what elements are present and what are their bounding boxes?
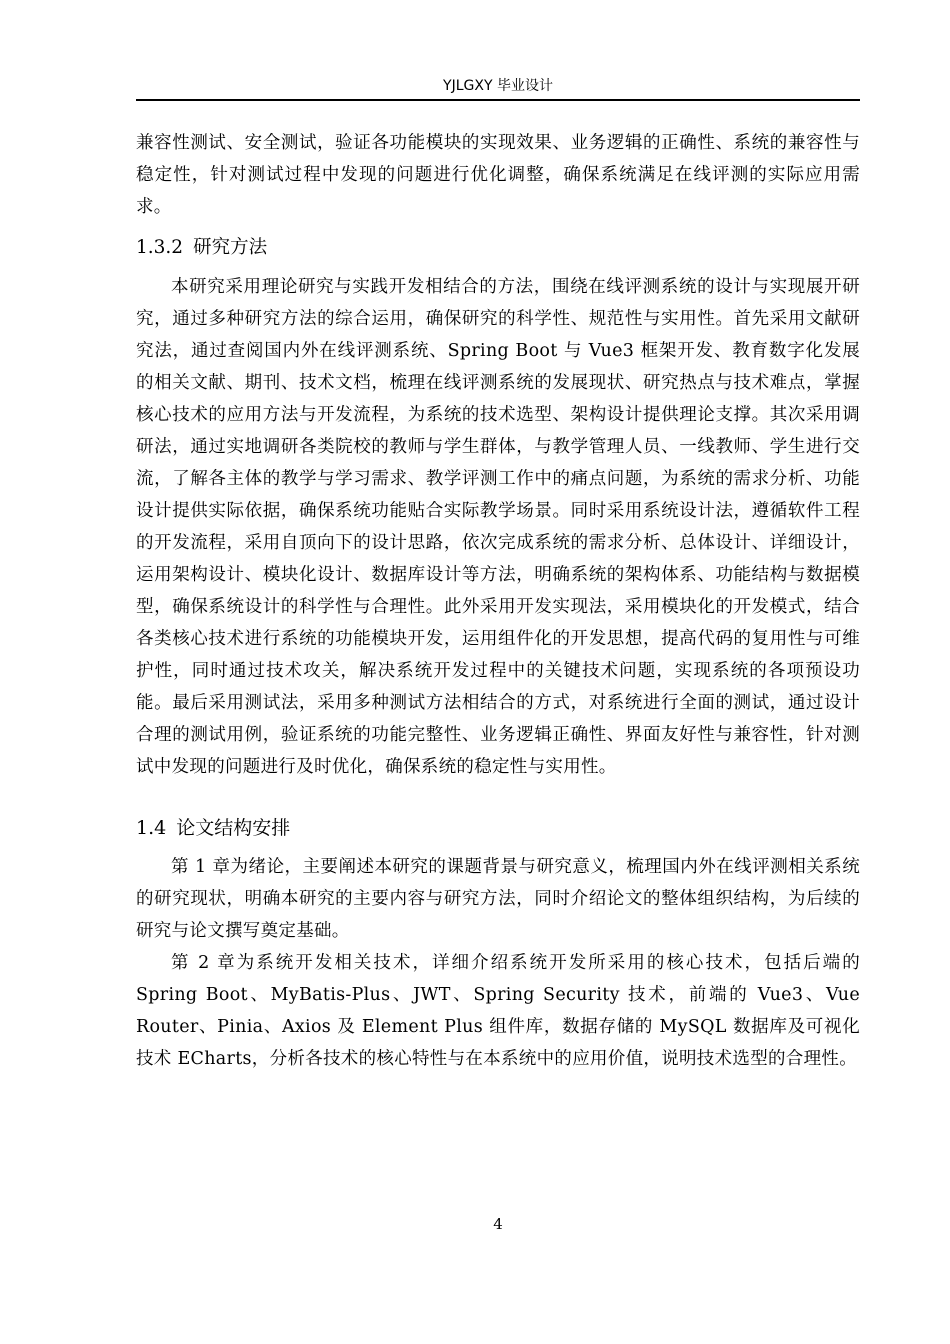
research-methods-paragraph: 本研究采用理论研究与实践开发相结合的方法，围绕在线评测系统的设计与实现展开研究，通过多种研究方法的综合运用，确保研究的科学性、规范性与实用性。首先采用文献研究法，通过查阅国内外在线评测系统、Spring Boot 与 Vue3 框架开发、教育数字化发展的相关文献、期刊、技术文档，梳理在线评测系统的发展现状、研究热点与技术难点，掌握核心技术的应用方法与开发流程，为系统的技术选型、架构设计提供理论支撑。其次采用调研法，通过实地调研各类院校的教师与学生群体，与教学管理人员、一线教师、学生进行交流，了解各主体的教学与学习需求、教学评测工作中的痛点问题，为系统的需求分析、功能设计提供实际依据，确保系统功能贴合实际教学场景。同时采用系统设计法，遵循软件工程的开发流程，采用自顶向下的设计思路，依次完成系统的需求分析、总体设计、详细设计，运用架构设计、模块化设计、数据库设计等方法，明确系统的架构体系、功能结构与数据模型，确保系统设计的科学性与合理性。此外采用开发实现法，采用模块化的开发模式，结合各类核心技术进行系统的功能模块开发，运用组件化的开发思想，提高代码的复用性与可维护性，同时通过技术攻关，解决系统开发过程中的关键技术问题，实现系统的各项预设功能。最后采用测试法，采用多种测试方法相结合的方式，对系统进行全面的测试，通过设计合理的测试用例，验证系统的功能完整性、业务逻辑正确性、界面友好性与兼容性，针对测试中发现的问题进行及时优化，确保系统的稳定性与实用性。 xyxy=(136,277,860,777)
continuation-paragraph: 兼容性测试、安全测试，验证各功能模块的实现效果、业务逻辑的正确性、系统的兼容性与稳定性，针对测试过程中发现的问题进行优化调整，确保系统满足在线评测的实际应用需求。 xyxy=(136,133,860,217)
section-title: 论文结构安排 xyxy=(176,817,291,839)
section-title: 研究方法 xyxy=(193,237,268,258)
section-number: 1.4 xyxy=(136,817,167,839)
section-heading-1-3-2 xyxy=(136,233,860,263)
chapter-2-paragraph: 第 2 章为系统开发相关技术，详细介绍系统开发所采用的核心技术，包括后端的 Spring Boot、MyBatis-Plus、JWT、Spring Security 技术，前端的 Vue3、Vue Router、Pinia、Axios 及 Element Plus 组件库，数据存储的 MySQL 数据库及可视化技术 ECharts，分析各技术的核心特性与在本系统中的应用价值，说明技术选型的合理性。 xyxy=(136,953,860,1069)
chapter-1-paragraph: 第 1 章为绪论，主要阐述本研究的课题背景与研究意义，梳理国内外在线评测相关系统的研究现状，明确本研究的主要内容与研究方法，同时介绍论文的整体组织结构，为后续的研究与论文撰写奠定基础。 xyxy=(136,857,860,941)
page-body xyxy=(136,127,860,1075)
section-number: 1.3.2 xyxy=(136,237,184,258)
header-rule xyxy=(136,99,860,101)
section-heading-1-4 xyxy=(136,813,860,843)
page-number: 4 xyxy=(493,1215,503,1233)
running-header: YJLGXY 毕业设计 xyxy=(443,78,553,94)
